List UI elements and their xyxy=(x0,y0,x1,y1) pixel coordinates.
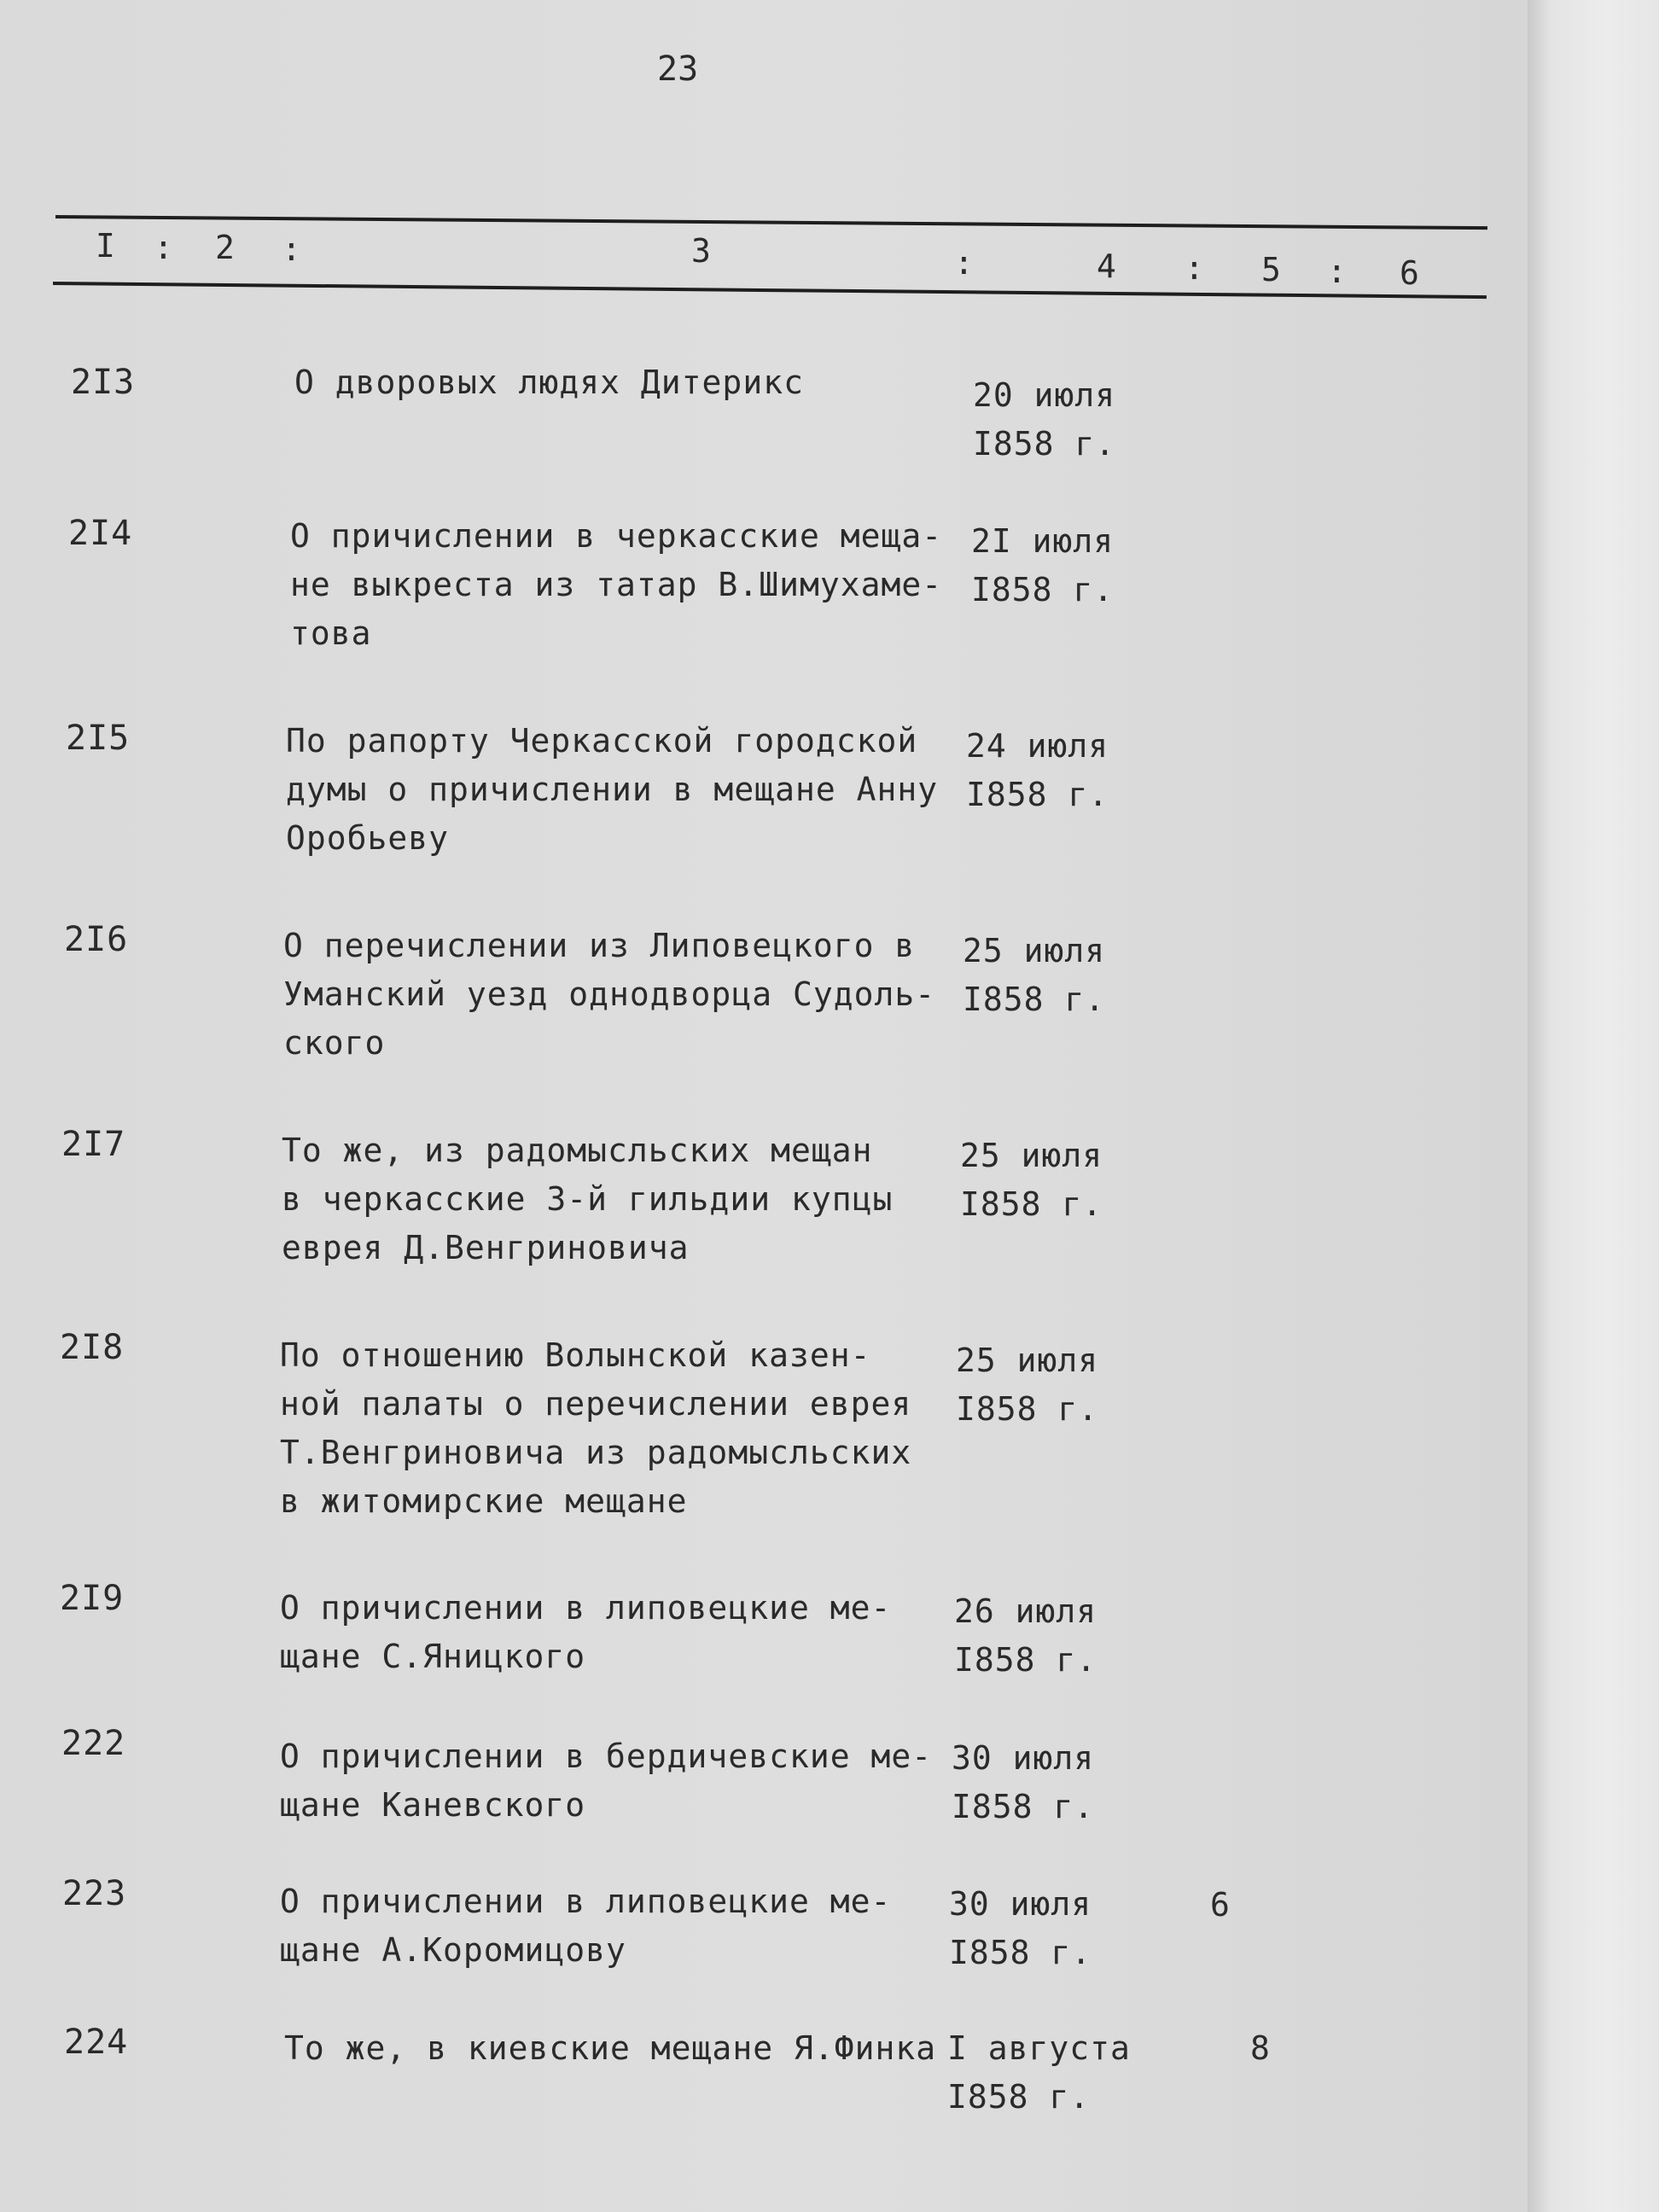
header-col-3: 3 xyxy=(691,232,711,270)
entry-date: 20 июля I858 г. xyxy=(973,376,1116,463)
header-separator: : xyxy=(1185,249,1204,287)
header-separator: : xyxy=(1327,253,1347,290)
entry-sheet-count: 8 xyxy=(1250,2029,1270,2067)
entry-date: 25 июля I858 г. xyxy=(963,932,1106,1018)
entry-title: О причислении в бердичевские ме- щане Каневского xyxy=(280,1738,933,1824)
page-number: 23 xyxy=(657,49,699,89)
entry-title: О перечислении из Липовецкого в Уманский уезд однодворца Судоль- ского xyxy=(283,927,936,1062)
entry-number: 222 xyxy=(61,1724,126,1763)
header-col-2: 2 xyxy=(215,229,235,266)
entry-title: По отношению Волынской казен- ной палаты о перечислении еврея Т.Венгриновича из радомысльских в житомирские мещане xyxy=(280,1336,912,1520)
header-col-4: 4 xyxy=(1097,247,1116,285)
entry-date: 26 июля I858 г. xyxy=(954,1592,1097,1679)
page-edge-shadow xyxy=(1528,0,1659,2212)
header-separator: : xyxy=(282,230,301,268)
entry-number: 2I5 xyxy=(66,719,131,758)
entry-number: 2I6 xyxy=(64,920,129,959)
entry-date: 25 июля I858 г. xyxy=(956,1342,1099,1428)
entry-date: I августа I858 г. xyxy=(947,2029,1131,2116)
entry-title: О причислении в липовецкие ме- щане А.Коромицову xyxy=(280,1883,892,1969)
header-col-6: 6 xyxy=(1400,254,1419,292)
header-top-rule xyxy=(55,215,1487,230)
entry-title: То же, из радомысльских мещан в черкасские 3-й гильдии купцы еврея Д.Венгриновича xyxy=(282,1132,894,1266)
entry-date: 25 июля I858 г. xyxy=(960,1137,1103,1223)
entry-title: То же, в киевские мещане Я.Финка xyxy=(284,2029,937,2067)
entry-date: 30 июля I858 г. xyxy=(949,1885,1092,1971)
entry-title: О дворовых людях Дитерикс xyxy=(294,364,804,401)
entry-number: 224 xyxy=(64,2023,129,2062)
entry-title: О причислении в липовецкие ме- щане С.Яницкого xyxy=(280,1589,892,1675)
entry-sheet-count: 6 xyxy=(1210,1886,1230,1924)
entry-title: О причислении в черкасские меща- не выкреста из татар В.Шимухаме- това xyxy=(290,517,943,652)
entry-date: 2I июля I858 г. xyxy=(971,522,1115,608)
header-separator: : xyxy=(154,229,173,266)
entry-number: 2I7 xyxy=(61,1125,126,1164)
header-col-1: I xyxy=(96,227,115,265)
entry-number: 2I8 xyxy=(60,1328,125,1367)
entry-date: 30 июля I858 г. xyxy=(952,1739,1095,1825)
entry-number: 2I4 xyxy=(68,514,133,553)
header-col-5: 5 xyxy=(1261,251,1281,288)
entry-number: 2I3 xyxy=(71,363,136,402)
entry-number: 2I9 xyxy=(60,1579,125,1618)
header-separator: : xyxy=(954,244,974,282)
entry-date: 24 июля I858 г. xyxy=(966,727,1109,813)
entry-number: 223 xyxy=(62,1874,127,1913)
entry-title: По рапорту Черкасской городской думы о причислении в мещане Анну Оробьеву xyxy=(286,722,939,857)
